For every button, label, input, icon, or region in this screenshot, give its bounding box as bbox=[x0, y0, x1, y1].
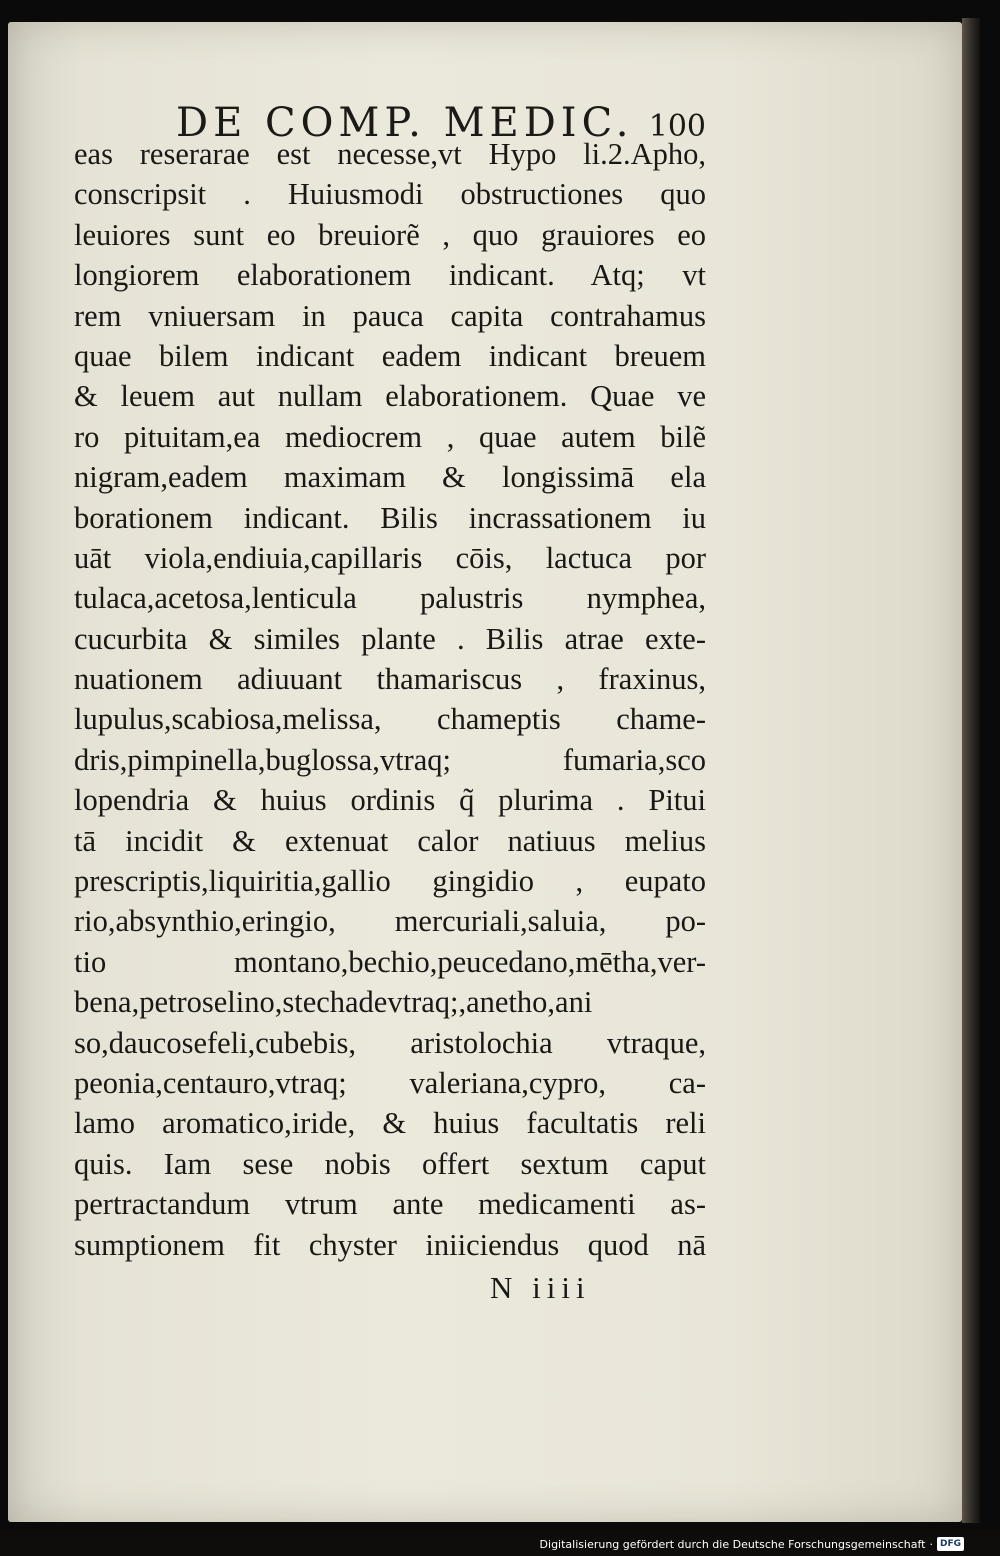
text-line: conscripsit . Huiusmodi obstructiones quo bbox=[74, 177, 706, 212]
text-line: uāt viola,endiuia,capillaris cōis, lactuca por bbox=[74, 540, 706, 575]
page-edge bbox=[962, 18, 980, 1523]
text-line: prescriptis,liquiritia,gallio gingidio , eupato bbox=[74, 864, 706, 899]
dfg-logo-icon: DFG bbox=[937, 1537, 964, 1551]
text-line: pertractandum vtrum ante medicamenti as- bbox=[74, 1187, 706, 1222]
footer-credit bbox=[540, 1537, 964, 1551]
text-line: so,daucosefeli,cubebis, aristolochia vtraque, bbox=[74, 1025, 706, 1060]
text-line: peonia,centauro,vtraq; valeriana,cypro, ca- bbox=[74, 1065, 706, 1100]
text-line: & leuem aut nullam elaborationem. Quae ve bbox=[74, 379, 706, 414]
text-line: tio montano,bechio,peucedano,mētha,ver- bbox=[74, 944, 706, 979]
text-line: quae bilem indicant eadem indicant breuem bbox=[74, 338, 706, 373]
text-line: tulaca,acetosa,lenticula palustris nymphea, bbox=[74, 581, 706, 616]
text-line: tā incidit & extenuat calor natiuus melius bbox=[74, 823, 706, 858]
text-line: borationem indicant. Bilis incrassationem iu bbox=[74, 500, 706, 535]
text-line: rem vniuersam in pauca capita contrahamus bbox=[74, 298, 706, 333]
footer-credit-text: Digitalisierung gefördert durch die Deutsche Forschungsgemeinschaft bbox=[539, 1537, 926, 1551]
text-line: leuiores sunt eo breuiorẽ , quo grauiores eo bbox=[74, 217, 706, 252]
folio-number: 100 bbox=[648, 109, 706, 144]
text-line: longiorem elaborationem indicant. Atq; vt bbox=[74, 258, 706, 293]
text-line: dris,pimpinella,buglossa,vtraq; fumaria,sco bbox=[74, 742, 706, 777]
text-line: lamo aromatico,iride, & huius facultatis reli bbox=[74, 1106, 706, 1141]
text-line: sumptionem fit chyster iniiciendus quod nā bbox=[74, 1227, 706, 1262]
text-line: eas reserarae est necesse,vt Hypo li.2.Apho, bbox=[74, 137, 706, 171]
text-line: rio,absynthio,eringio, mercuriali,saluia, po- bbox=[74, 904, 706, 939]
text-line: nuationem adiuuant thamariscus , fraxinus, bbox=[74, 662, 706, 697]
signature-mark: N iiii bbox=[490, 1270, 591, 1305]
text-line: nigram,eadem maximam & longissimā ela bbox=[74, 460, 706, 495]
text-line: lopendria & huius ordinis q̃ plurima . Pitui bbox=[74, 783, 706, 818]
text-line: bena,petroselino,stechadevtraq;,anetho,ani bbox=[74, 985, 593, 1020]
text-line: cucurbita & similes plante . Bilis atrae exte- bbox=[74, 621, 706, 656]
text-line: quis. Iam sese nobis offert sextum caput bbox=[74, 1146, 706, 1181]
text-line: ro pituitam,ea mediocrem , quae autem bilẽ bbox=[74, 419, 706, 454]
text-block bbox=[74, 134, 706, 1265]
text-line: lupulus,scabiosa,melissa, chameptis chame- bbox=[74, 702, 706, 737]
running-title: DE COMP. MEDIC. bbox=[176, 100, 634, 146]
footer-separator: · bbox=[929, 1537, 933, 1551]
